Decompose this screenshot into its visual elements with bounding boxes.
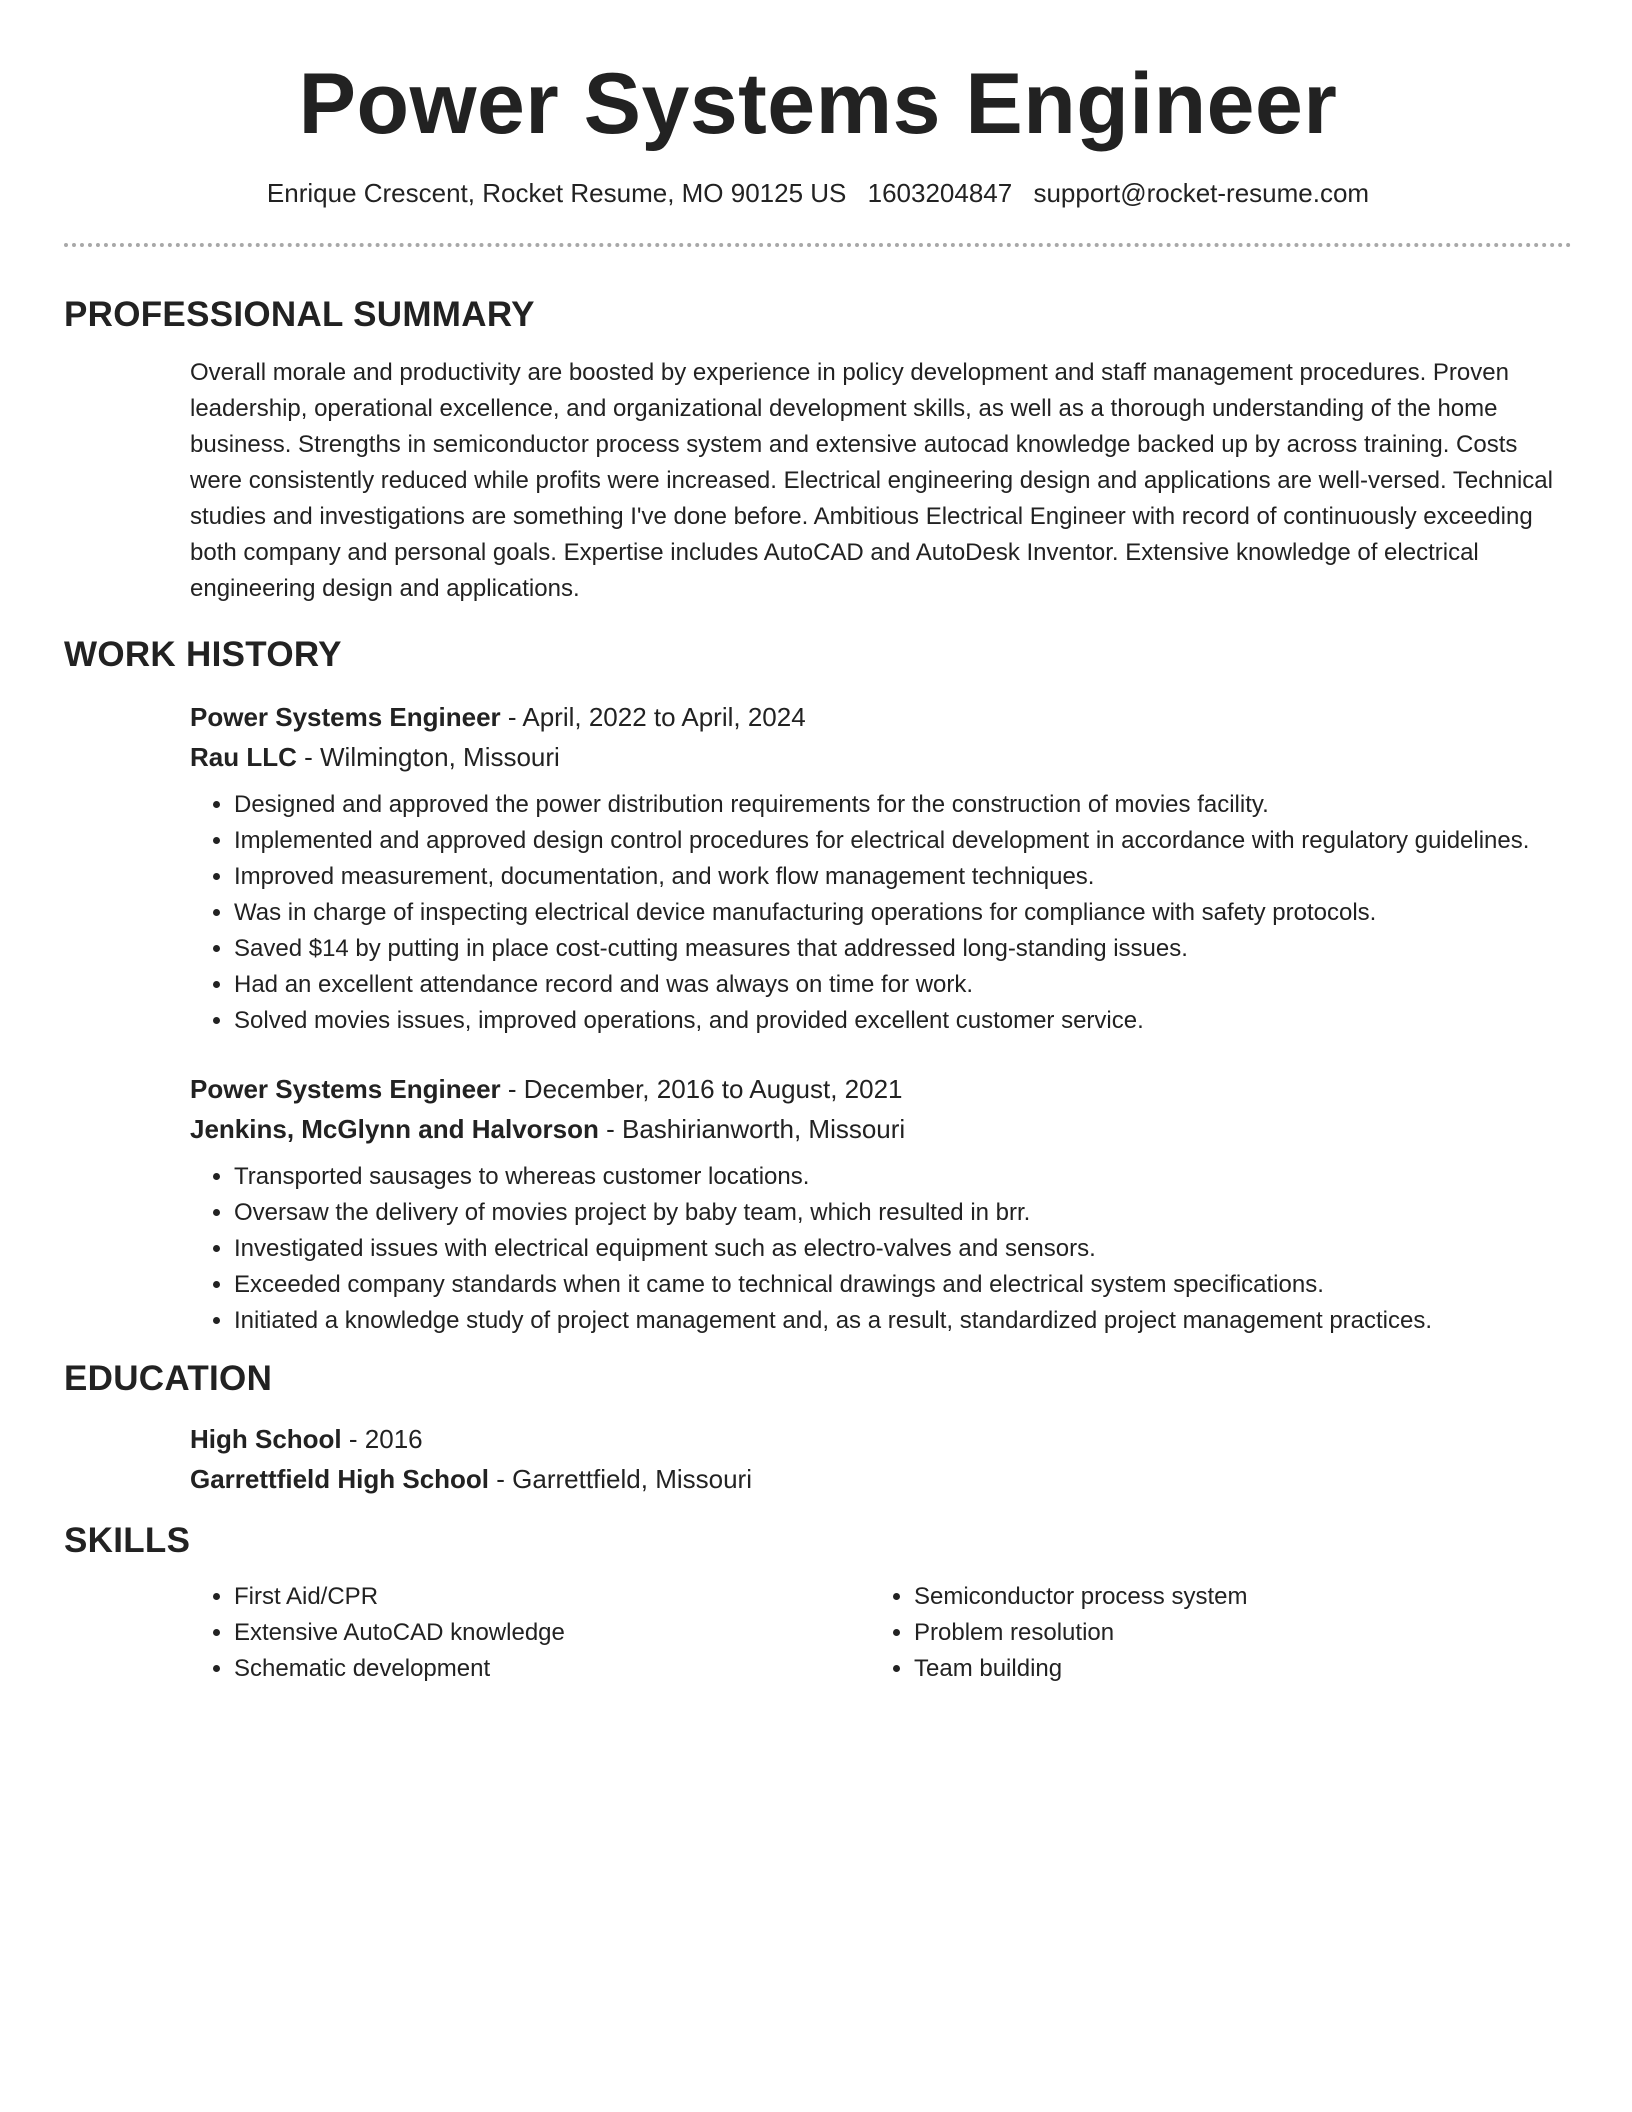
job-company-line (190, 737, 1572, 777)
job-bullet: • Initiated a knowledge study of project management and, as a result, standardized project management practices. (234, 1303, 1572, 1339)
job-company: Rau LLC (190, 742, 297, 772)
work-history-heading: WORK HISTORY (64, 635, 342, 674)
job-title: Power Systems Engineer (190, 1074, 501, 1104)
job-title: Power Systems Engineer (190, 702, 501, 732)
job-bullets (190, 787, 1572, 1039)
header-divider (64, 243, 1572, 247)
summary-text: Overall morale and productivity are boosted by experience in policy development and staff management procedures. Proven leadership, operational excellence, and organizational development skills, as well as a thorough understanding of the home business. Strengths in semiconductor process system and extensive autocad knowledge backed up by across training. Costs were consistently reduced while profits were increased. Electrical engineering design and applications are well-versed. Technical studies and investigations are something I've done before. Ambitious Electrical Engineer with record of continuously exceeding both company and personal goals. Expertise includes AutoCAD and AutoDesk Inventor. Extensive knowledge of electrical engineering design and applications. (190, 359, 1553, 602)
job-bullet: • Solved movies issues, improved operations, and provided excellent customer service. (234, 1003, 1572, 1039)
education-location: - Garrettfield, Missouri (489, 1464, 752, 1494)
skills-heading: SKILLS (64, 1521, 191, 1560)
job-bullet: • Saved $14 by putting in place cost-cutting measures that addressed long-standing issues. (234, 931, 1572, 967)
job-dates: - December, 2016 to August, 2021 (500, 1074, 903, 1104)
job-bullet: • Transported sausages to whereas customer locations. (234, 1159, 1572, 1195)
contact-email: support@rocket-resume.com (1033, 178, 1370, 208)
summary-heading: PROFESSIONAL SUMMARY (64, 295, 535, 334)
skill-item: • Schematic development (234, 1651, 870, 1687)
job-bullet: • Had an excellent attendance record and was always on time for work. (234, 967, 1572, 1003)
job-company-line (190, 1109, 1572, 1149)
education-degree: High School (190, 1424, 342, 1454)
education-year: - 2016 (341, 1424, 423, 1454)
job-dates: - April, 2022 to April, 2024 (500, 702, 806, 732)
education-degree-line (190, 1419, 1572, 1459)
education-school: Garrettfield High School (190, 1464, 490, 1494)
contact-address: Enrique Crescent, Rocket Resume, MO 90125 US (266, 178, 847, 208)
job-bullet: • Exceeded company standards when it came to technical drawings and electrical system specifications. (234, 1267, 1572, 1303)
resume-title: Power Systems Engineer (298, 56, 1338, 152)
job-entry (190, 697, 1572, 1039)
skills-column-left (190, 1579, 870, 1687)
job-title-line (190, 1069, 1572, 1109)
education-heading: EDUCATION (64, 1359, 273, 1398)
job-bullet: • Oversaw the delivery of movies project by baby team, which resulted in brr. (234, 1195, 1572, 1231)
skill-item: • First Aid/CPR (234, 1579, 870, 1615)
resume-page (64, 0, 1572, 1687)
job-location: - Bashirianworth, Missouri (598, 1114, 906, 1144)
job-bullets (190, 1159, 1572, 1339)
job-location: - Wilmington, Missouri (296, 742, 560, 772)
skills-list (190, 1579, 1572, 1687)
job-bullet: • Was in charge of inspecting electrical device manufacturing operations for compliance with safety protocols. (234, 895, 1572, 931)
job-title-line (190, 697, 1572, 737)
contact-phone: 1603204847 (867, 178, 1013, 208)
education-entry (190, 1419, 1572, 1499)
contact-line (64, 176, 1572, 210)
skill-item: • Team building (914, 1651, 1514, 1687)
job-company: Jenkins, McGlynn and Halvorson (190, 1114, 599, 1144)
job-bullet: • Improved measurement, documentation, and work flow management techniques. (234, 859, 1572, 895)
job-bullet: • Designed and approved the power distribution requirements for the construction of movies facility. (234, 787, 1572, 823)
job-bullet: • Implemented and approved design control procedures for electrical development in accordance with regulatory guidelines. (234, 823, 1572, 859)
job-entry (190, 1069, 1572, 1339)
skill-item: • Extensive AutoCAD knowledge (234, 1615, 870, 1651)
education-school-line (190, 1459, 1572, 1499)
skill-item: • Problem resolution (914, 1615, 1514, 1651)
skills-column-right (870, 1579, 1514, 1687)
skill-item: • Semiconductor process system (914, 1579, 1514, 1615)
job-bullet: • Investigated issues with electrical equipment such as electro-valves and sensors. (234, 1231, 1572, 1267)
